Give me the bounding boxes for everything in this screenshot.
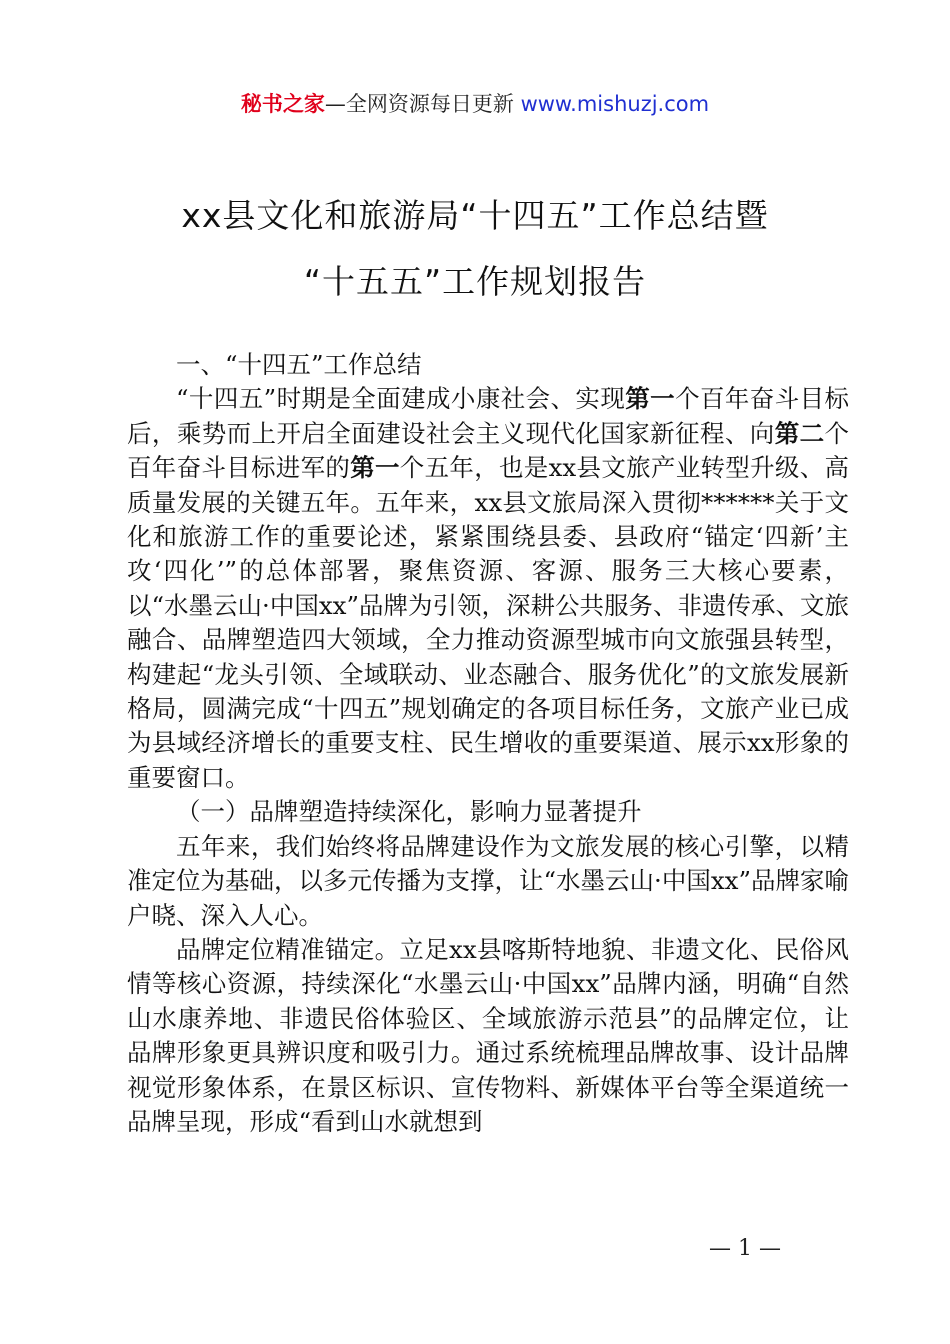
section-heading-1: 一、“十四五”工作总结	[176, 350, 422, 379]
p1-text-a: “十四五”时期是全面建成小康社会、实现	[176, 384, 626, 414]
section-heading-2: （一）品牌塑造持续深化，影响力显著提升	[176, 797, 642, 827]
p1-bold-second: 第二	[774, 418, 825, 448]
p1-text-d: 个百年奋斗目标进军的	[127, 418, 850, 483]
paragraph-overview	[127, 382, 849, 795]
p1-bold-first: 第一	[625, 384, 676, 414]
paragraph-brand-positioning: 品牌定位精准锚定。立足xx县喀斯特地貌、非遗文化、民俗风情等核心资源，持续深化“水墨云山·中国xx”品牌内涵，明确“自然山水康养地、非遗民俗体验区、全域旅游示范县”的品牌定位，让品牌形象更具辨识度和吸引力。通过系统梳理品牌故事、设计品牌视觉形象体系，在景区标识、宣传物料、新媒体平台等全渠道统一品牌呈现，形成“看到山水就想到	[127, 934, 849, 1136]
document-body	[127, 348, 849, 1139]
page-number: — 1 —	[709, 1236, 781, 1261]
document-title-line-2: “十五五”工作规划报告	[303, 262, 647, 301]
paragraph-brand-intro: 五年来，我们始终将品牌建设作为文旅发展的核心引擎，以精准定位为基础，以多元传播为支撑，让“水墨云山·中国xx”品牌家喻户晓、深入人心。	[127, 831, 849, 930]
document-title-line-1: xx县文化和旅游局“十四五”工作总结暨	[181, 196, 769, 235]
p1-bold-first-2: 第一	[350, 453, 400, 483]
p1-text-e: 个五年，也是xx县文旅产业转型升级、高质量发展的关键五年。五年来，xx县文旅局深入贯彻******关于文化和旅游工作的重要论述，紧紧围绕县委、县政府“锚定‘四新’主攻‘四化’”的总体部署，聚焦资源、客源、服务三大核心要素，以“水墨云山·中国xx”品牌为引领，深耕公共服务、非遗传承、文旅融合、品牌塑造四大领域，全力推动资源型城市向文旅强县转型，构建起“龙头引领、全域联动、业态融合、服务优化”的文旅发展新格局，圆满完成“十四五”规划确定的各项目标任务，文旅产业已成为县域经济增长的重要支柱、民生增收的重要渠道、展示xx形象的重要窗口。	[127, 453, 850, 792]
p1-text-c: 个百年奋斗目标后，乘势而上开启全面建设社会主义现代化国家新征程、向	[127, 384, 849, 448]
watermark-url: www.mishuzj.com	[520, 92, 710, 116]
watermark-brand: 秘书之家	[240, 92, 325, 116]
watermark-slogan: —全网资源每日更新	[324, 92, 521, 116]
site-watermark	[0, 88, 950, 118]
